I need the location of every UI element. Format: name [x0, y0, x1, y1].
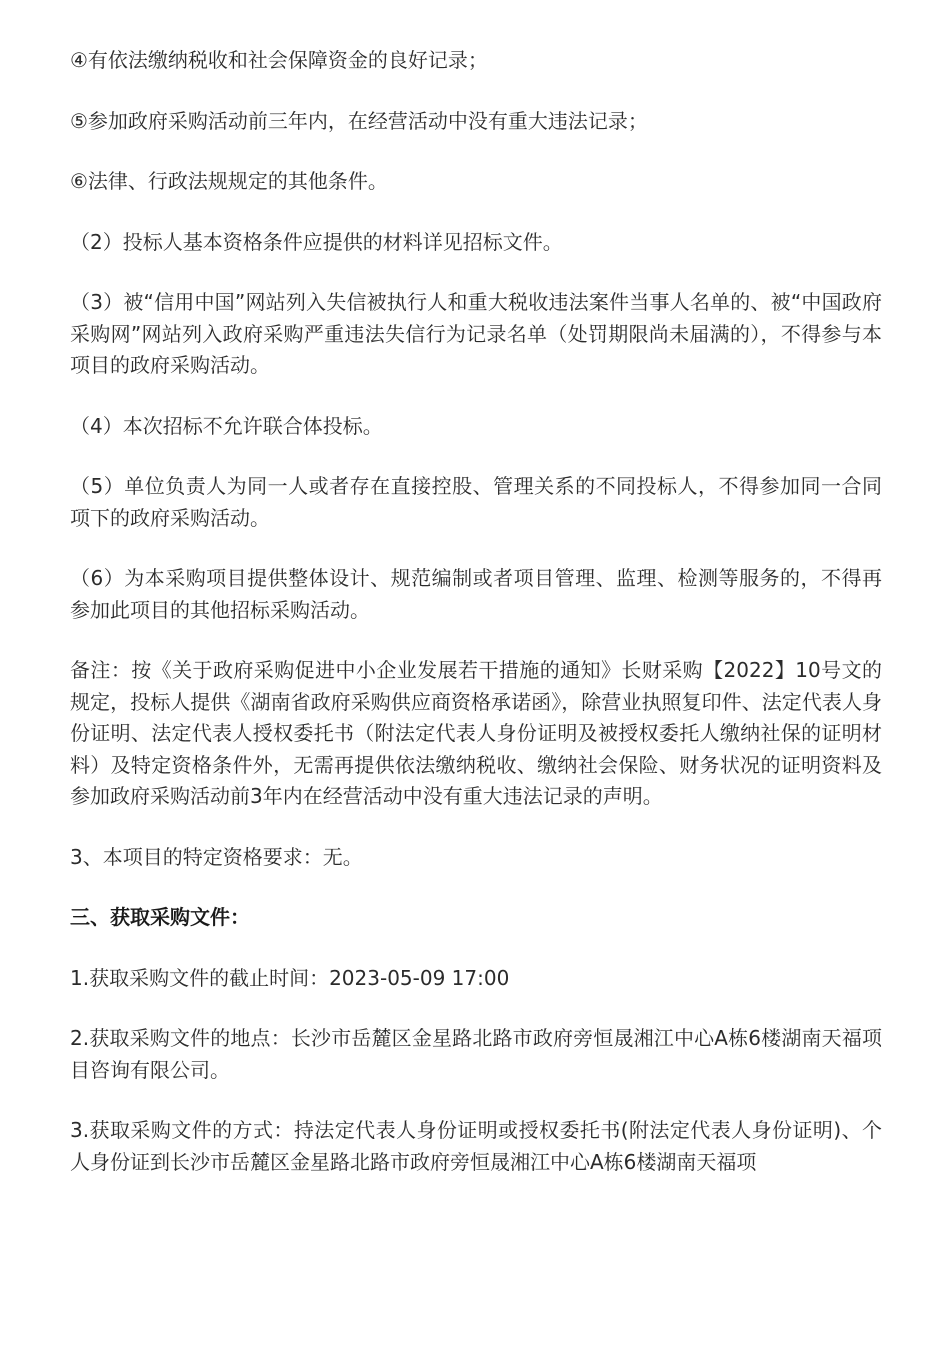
clause-2: （2）投标人基本资格条件应提供的材料详见招标文件。	[70, 229, 563, 254]
deadline-paragraph: 1.获取采购文件的截止时间：2023-05-09 17:00	[70, 965, 510, 990]
document-page	[70, 45, 882, 1207]
clause-3: （3）被“信用中国”网站列入失信被执行人和重大税收违法案件当事人名单的、被“中国政府采购网”网站列入政府采购严重违法失信行为记录名单（处罚期限尚未届满的），不得参与本项目的政府采购活动。	[70, 290, 882, 377]
clause-5: （5）单位负责人为同一人或者存在直接控股、管理关系的不同投标人，不得参加同一合同项下的政府采购活动。	[70, 474, 882, 530]
condition-item-4: ④有依法缴纳税收和社会保障资金的良好记录；	[70, 48, 488, 72]
location-paragraph: 2.获取采购文件的地点：长沙市岳麓区金星路北路市政府旁恒晟湘江中心A栋6楼湖南天福项目咨询有限公司。	[70, 1026, 882, 1082]
clause-4: （4）本次招标不允许联合体投标。	[70, 413, 383, 438]
section-heading: 三、获取采购文件：	[70, 905, 250, 929]
clause-6: （6）为本采购项目提供整体设计、规范编制或者项目管理、监理、检测等服务的，不得再参加此项目的其他招标采购活动。	[70, 566, 882, 622]
remarks-paragraph: 备注：按《关于政府采购促进中小企业发展若干措施的通知》长财采购【2022】10号文的规定，投标人提供《湖南省政府采购供应商资格承诺函》，除营业执照复印件、法定代表人身份证明、法定代表人授权委托书（附法定代表人身份证明及被授权委托人缴纳社保的证明材料）及特定资格条件外，无需再提供依法缴纳税收、缴纳社会保险、财务状况的证明资料及参加政府采购活动前3年内在经营活动中没有重大违法记录的声明。	[70, 658, 882, 808]
condition-item-5: ⑤参加政府采购活动前三年内，在经营活动中没有重大违法记录；	[70, 108, 648, 133]
condition-item-6: ⑥法律、行政法规规定的其他条件。	[70, 169, 388, 193]
method-paragraph: 3.获取采购文件的方式：持法定代表人身份证明或授权委托书(附法定代表人身份证明)、个人身份证到长沙市岳麓区金星路北路市政府旁恒晟湘江中心A栋6楼湖南天福项	[70, 1118, 882, 1174]
specific-qualification: 3、本项目的特定资格要求：无。	[70, 844, 363, 869]
